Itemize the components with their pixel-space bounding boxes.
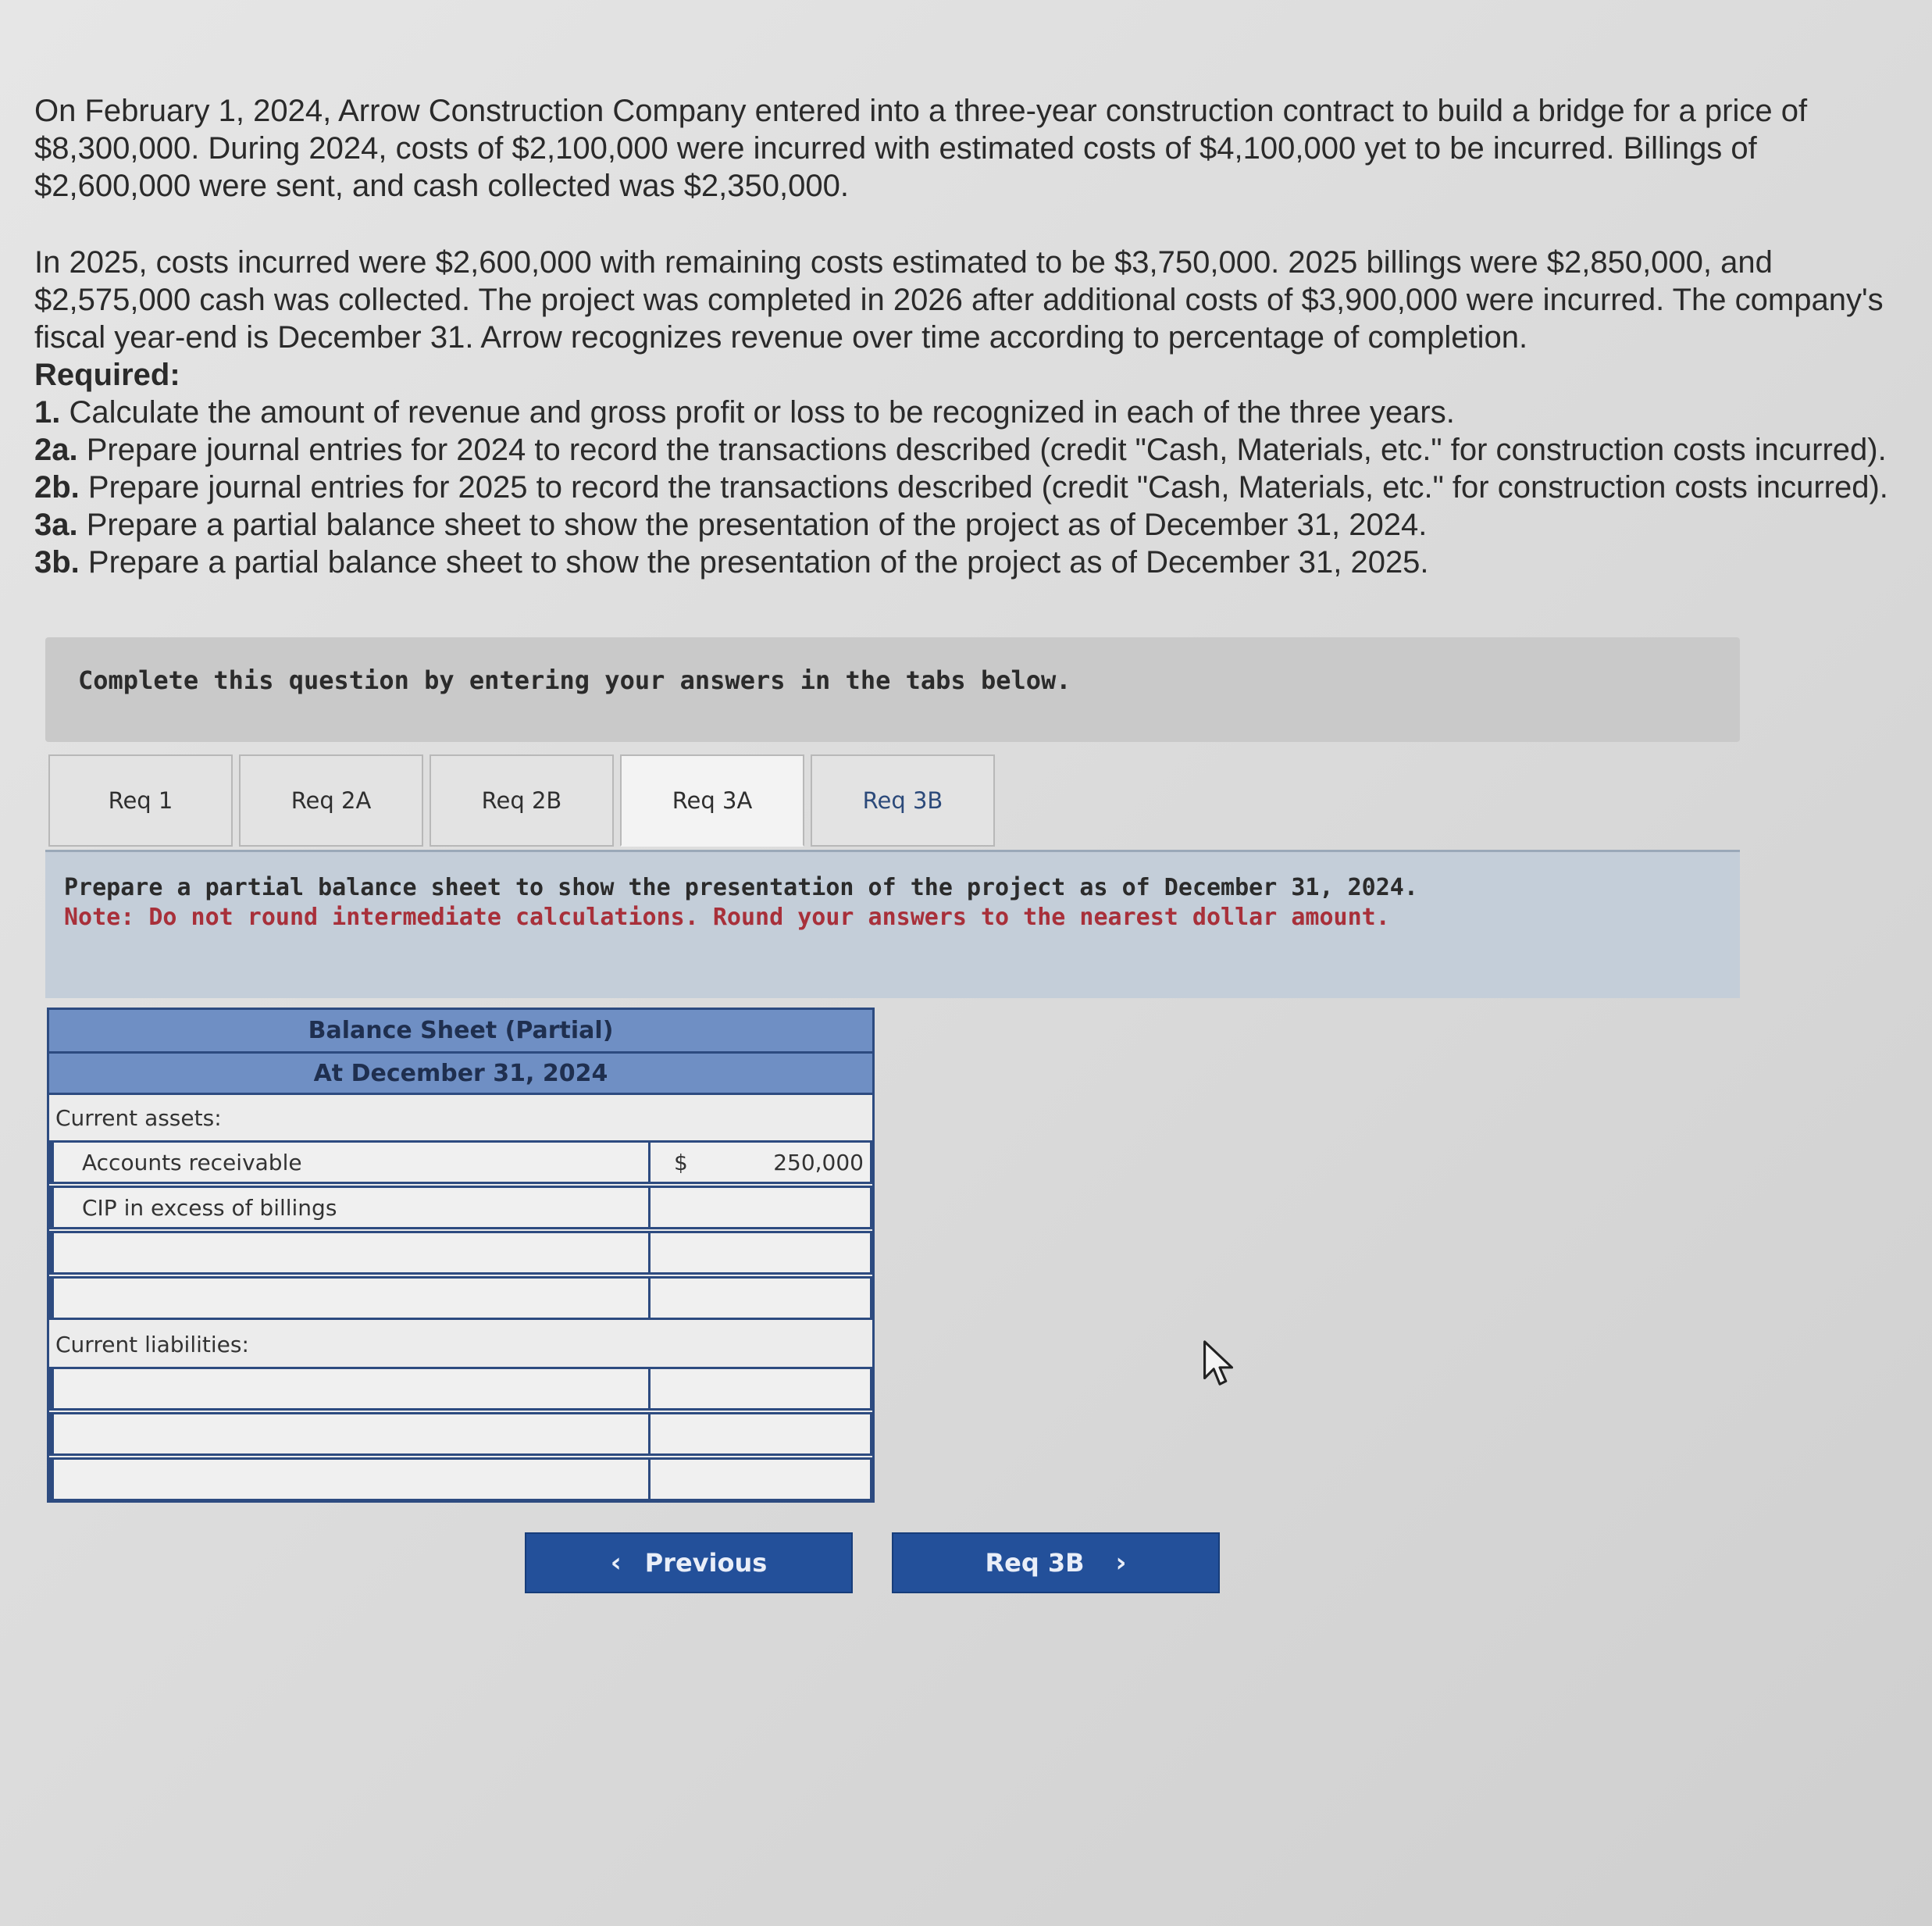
instruction-text: Prepare a partial balance sheet to show the presentation of the project as of December 31, 2024.: [64, 874, 1418, 901]
account-select[interactable]: [49, 1231, 651, 1275]
chevron-right-icon: ›: [1115, 1547, 1127, 1578]
balance-sheet-date: At December 31, 2024: [47, 1051, 875, 1095]
tab-req-3a[interactable]: Req 3A: [620, 754, 804, 847]
requirement-text: Calculate the amount of revenue and gross profit or loss to be recognized in each of the three years.: [69, 395, 1455, 430]
requirement-text: Prepare a partial balance sheet to show the presentation of the project as of December 31, 2024.: [86, 508, 1428, 542]
table-row: [47, 1367, 875, 1412]
account-select[interactable]: [49, 1276, 651, 1320]
table-row: [47, 1457, 875, 1503]
amount-input[interactable]: [651, 1276, 872, 1320]
amount-input[interactable]: [651, 1412, 872, 1456]
account-select[interactable]: CIP in excess of billings: [49, 1186, 651, 1229]
account-select[interactable]: [49, 1457, 651, 1501]
requirement-text: Prepare journal entries for 2024 to record the transactions described (credit "Cash, Materials, etc." for construction costs incurred).: [86, 433, 1887, 467]
chevron-left-icon: ‹: [610, 1547, 622, 1578]
problem-paragraph-2: In 2025, costs incurred were $2,600,000 with remaining costs estimated to be $3,750,000. 2025 billings were $2,850,000, and $2,575,000 cash was collected. The project was completed in 2026 after additional costs of $3,900,000 were incurred. The company's fiscal year-end is December 31. Arrow recognizes revenue over time according to percentage of completion.: [34, 245, 1884, 355]
requirement-item: [34, 506, 1909, 544]
amount-input[interactable]: [651, 1367, 872, 1411]
requirement-number: 3a.: [34, 508, 78, 542]
next-button-label: Req 3B: [985, 1548, 1085, 1578]
requirement-item: [34, 544, 1909, 581]
tab-req-2a[interactable]: Req 2A: [239, 754, 423, 847]
requirement-text: Prepare journal entries for 2025 to record the transactions described (credit "Cash, Materials, etc." for construction costs incurred).: [87, 470, 1888, 505]
tab-req-3b[interactable]: Req 3B: [811, 754, 995, 847]
table-row: [47, 1276, 875, 1321]
amount-value: 250,000: [773, 1149, 864, 1175]
table-row: [47, 1186, 875, 1231]
next-req-button[interactable]: [892, 1532, 1220, 1593]
requirement-item: [34, 431, 1909, 469]
account-select[interactable]: [49, 1412, 651, 1456]
balance-sheet-title: Balance Sheet (Partial): [47, 1008, 875, 1051]
requirement-number: 2b.: [34, 470, 80, 505]
requirement-number: 3b.: [34, 545, 80, 580]
account-select[interactable]: Accounts receivable: [49, 1140, 651, 1184]
previous-button-label: Previous: [644, 1548, 768, 1578]
account-select[interactable]: [49, 1367, 651, 1411]
tab-req-2b[interactable]: Req 2B: [430, 754, 614, 847]
rounding-note: Note: Do not round intermediate calculations. Round your answers to the nearest dollar amount.: [64, 904, 1390, 931]
current-liabilities-heading: Current liabilities:: [47, 1321, 875, 1367]
amount-input[interactable]: [651, 1231, 872, 1275]
table-row: [47, 1140, 875, 1186]
amount-input[interactable]: [651, 1140, 872, 1184]
amount-input[interactable]: [651, 1457, 872, 1501]
banner-text: Complete this question by entering your answers in the tabs below.: [78, 665, 1071, 695]
table-row: [47, 1412, 875, 1457]
problem-paragraph-1: On February 1, 2024, Arrow Construction Company entered into a three-year construction contract to build a bridge for a price of $8,300,000. During 2024, costs of $2,100,000 were incurred with estimated costs of $4,100,000 yet to be incurred. Billings of $2,600,000 were sent, and cash collected was $2,350,000.: [34, 94, 1808, 203]
tab-req-1[interactable]: Req 1: [48, 754, 233, 847]
previous-button[interactable]: [525, 1532, 853, 1593]
currency-symbol: $: [674, 1149, 688, 1175]
balance-sheet-form: [47, 1008, 875, 1503]
tab-instructions: [45, 850, 1740, 998]
mouse-pointer-icon: [1201, 1339, 1239, 1390]
amount-input[interactable]: [651, 1186, 872, 1229]
tab-bar: [48, 754, 1001, 848]
requirement-item: [34, 394, 1909, 431]
requirement-number: 2a.: [34, 433, 78, 467]
instruction-banner: [45, 637, 1740, 742]
required-heading: Required:: [34, 358, 180, 392]
requirement-number: 1.: [34, 395, 61, 430]
current-assets-heading: Current assets:: [47, 1095, 875, 1140]
requirement-text: Prepare a partial balance sheet to show the presentation of the project as of December 31, 2025.: [87, 545, 1429, 580]
requirement-item: [34, 469, 1909, 506]
table-row: [47, 1231, 875, 1276]
problem-statement: [34, 92, 1909, 581]
